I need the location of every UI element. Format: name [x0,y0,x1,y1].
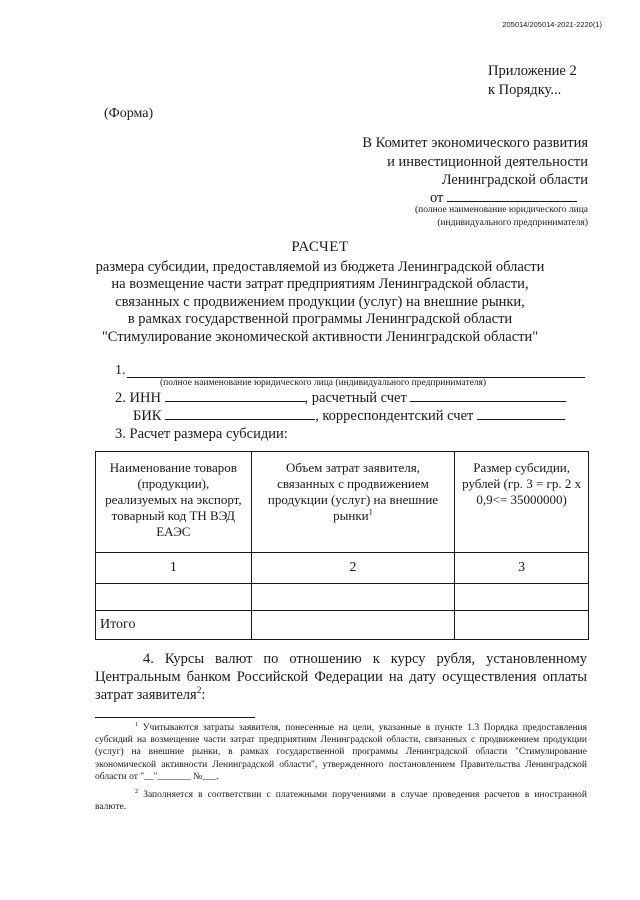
table-total-row [96,611,589,640]
footnote-1-text: Учитываются затраты заявителя, понесенные на цели, указанные в пункте 1.3 Порядка предоставления субсидий на возмещение части затрат предприятиям Ленинградской области, связанных с продвижением продукции (услуг) на внешние рынки, в рамках государственной программы Ленинградской области "Стимулирование экономической активности Ленинградской области", утвержденного постановлением Правительства Ленинградской области от "__"_______ №___. [95,723,587,782]
table-cell [96,584,252,611]
section-4-text: 4. Курсы валют по отношению к курсу рубля, установленному Центральным банком Российской Федерации на дату осуществления оплаты затрат заявителя [95,651,587,703]
table-header-row [96,452,589,553]
title-line-4: в рамках государственной программы Ленинградской области [127,311,513,327]
footnote-2-mark: 2 [135,788,139,795]
recipient-line-3: Ленинградской области [441,172,588,188]
title-heading: РАСЧЕТ [291,239,349,255]
corr-account-label: , корреспондентский счет [315,408,474,424]
inn-label: 2. ИНН [115,390,161,406]
account-label: , расчетный счет [304,390,407,406]
column-number-1: 1 [96,553,252,584]
from-blank-line [447,189,577,202]
title-line-5: "Стимулирование экономической активности Ленинградской области" [101,328,539,345]
column-number-3: 3 [455,553,589,584]
table-cell [455,584,589,611]
bik-blank [165,407,315,420]
total-costs-cell [251,611,455,640]
total-label: Итого [96,611,252,640]
title-line-3: связанных с продвижением продукции (услуг) на внешние рынки, [115,293,525,310]
from-note-line-1: (полное наименование юридического лица [414,205,588,215]
subsidy-calculation-table [95,451,589,640]
appendix-reference [488,62,577,100]
section-4-tail: : [201,687,206,703]
account-blank [410,389,566,402]
footnote-2 [95,789,587,813]
section-4-paragraph [95,650,587,704]
inn-account-row [115,389,566,407]
inn-blank [165,389,305,402]
document-title [0,239,640,346]
recipient-line-1: В Комитет экономического развития [362,135,588,151]
bik-corr-row [133,407,565,425]
appendix-line-2: к Порядку... [488,82,562,98]
title-line-2: на возмещение части затрат предприятиям Ленинградской области, [111,276,529,292]
table-cell [251,584,455,611]
footnote-divider [95,717,255,718]
document-id: 205014/205014-2021-2220(1) [502,20,602,29]
header-goods: Наименование товаров (продукции), реализуемых на экспорт, товарный код ТН ВЭД ЕАЭС [96,452,252,553]
table-number-row [96,553,589,584]
total-subsidy-cell [455,611,589,640]
recipient-block [362,134,588,190]
corr-account-blank [477,407,565,420]
footnotes [95,722,587,819]
form-label: (Форма) [104,106,154,121]
header-costs: Объем затрат заявителя, связанных с продвижением продукции (услуг) на внешние рынки$^1$ [251,452,455,553]
footnote-2-text: Заполняется в соответствии с платежными поручениями в случае проведения расчетов в иностранной валюте. [95,790,588,813]
bik-label: БИК [133,408,162,424]
header-subsidy: Размер субсидии, рублей (гр. 3 = гр. 2 х 0,9<= 35000000) [455,452,589,553]
title-line-1: размера субсидии, предоставляемой из бюджета Ленинградской области [95,258,545,275]
table-row [96,584,589,611]
recipient-line-2: и инвестиционной деятельности [387,153,588,170]
item-1-field [115,363,126,379]
column-number-2: 2 [251,553,455,584]
item-3-label: 3. Расчет размера субсидии: [115,426,288,442]
footnote-1-mark: 1 [135,721,139,728]
from-label: от [430,190,444,206]
footnote-ref-1: 1 [368,506,373,517]
item-1-label: 1. [115,363,126,378]
item-1-note: (полное наименование юридического лица (индивидуального предпринимателя) [160,378,487,388]
footnote-ref-2: 2 [196,686,202,697]
from-note-line-2: (индивидуального предпринимателя) [437,217,588,228]
appendix-line-1: Приложение 2 [488,63,577,79]
from-note [415,204,588,229]
footnote-1 [95,722,587,783]
